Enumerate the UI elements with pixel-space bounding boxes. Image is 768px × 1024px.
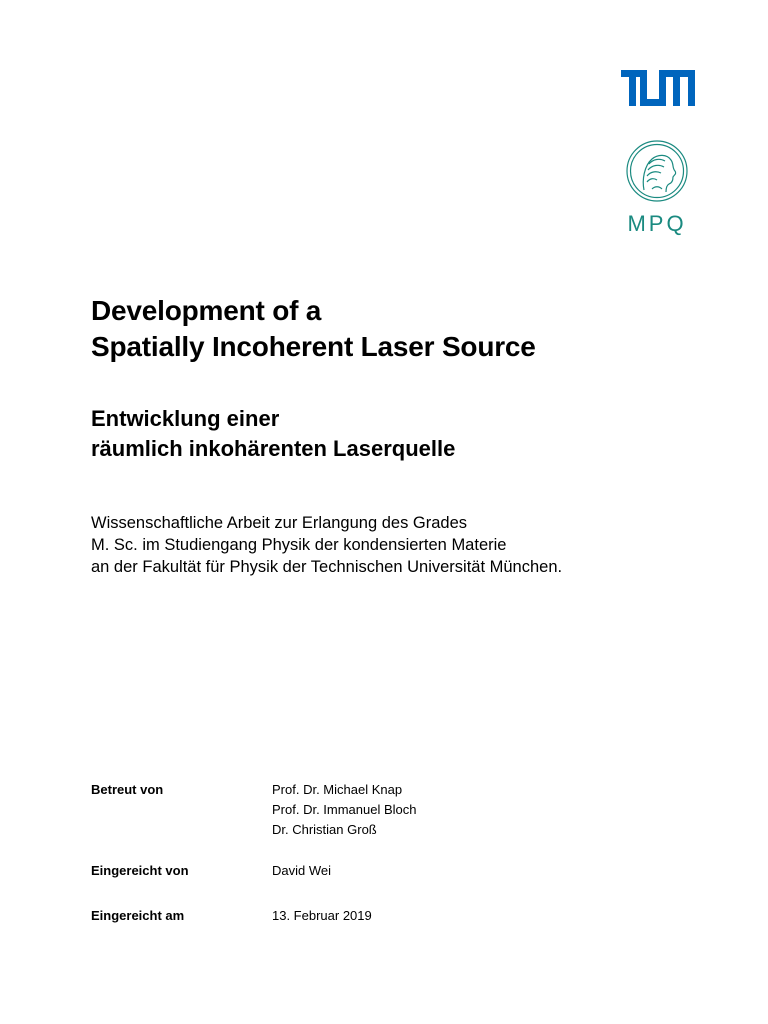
- english-title-line-2: Spatially Incoherent Laser Source: [91, 331, 536, 362]
- supervisor-name: Dr. Christian Groß: [272, 822, 377, 837]
- supervisors-label: Betreut von: [91, 782, 164, 797]
- degree-statement: [91, 512, 731, 578]
- title-block: [91, 293, 731, 461]
- supervisors-list: [272, 780, 417, 840]
- english-title-line-1: Development of a: [91, 295, 322, 326]
- degree-statement-line-3: an der Fakultät für Physik der Technischen Universität München.: [91, 558, 563, 576]
- degree-statement-line-1: Wissenschaftliche Arbeit zur Erlangung des Grades: [91, 514, 468, 532]
- author-name: David Wei: [272, 863, 332, 878]
- supervisor-name: Prof. Dr. Immanuel Bloch: [272, 802, 417, 817]
- tum-logo: [621, 70, 695, 106]
- supervisor-name: Prof. Dr. Michael Knap: [272, 782, 403, 797]
- german-title-line-2: räumlich inkohärenten Laserquelle: [91, 436, 456, 461]
- degree-statement-line-2: M. Sc. im Studiengang Physik der kondensierten Materie: [91, 536, 507, 554]
- submission-date: 13. Februar 2019: [272, 908, 372, 923]
- mpq-logo-text: MPQ: [627, 211, 687, 236]
- german-title: [91, 404, 455, 464]
- supervisors-section: [91, 780, 691, 840]
- mpq-logo: [622, 140, 692, 236]
- submitted-on-section: [91, 906, 691, 926]
- english-title: [91, 293, 731, 365]
- submitted-by-section: [91, 861, 691, 881]
- german-title-line-1: Entwicklung einer: [91, 406, 280, 431]
- submitted-on-label: Eingereicht am: [91, 908, 185, 923]
- submitted-by-label: Eingereicht von: [91, 863, 189, 878]
